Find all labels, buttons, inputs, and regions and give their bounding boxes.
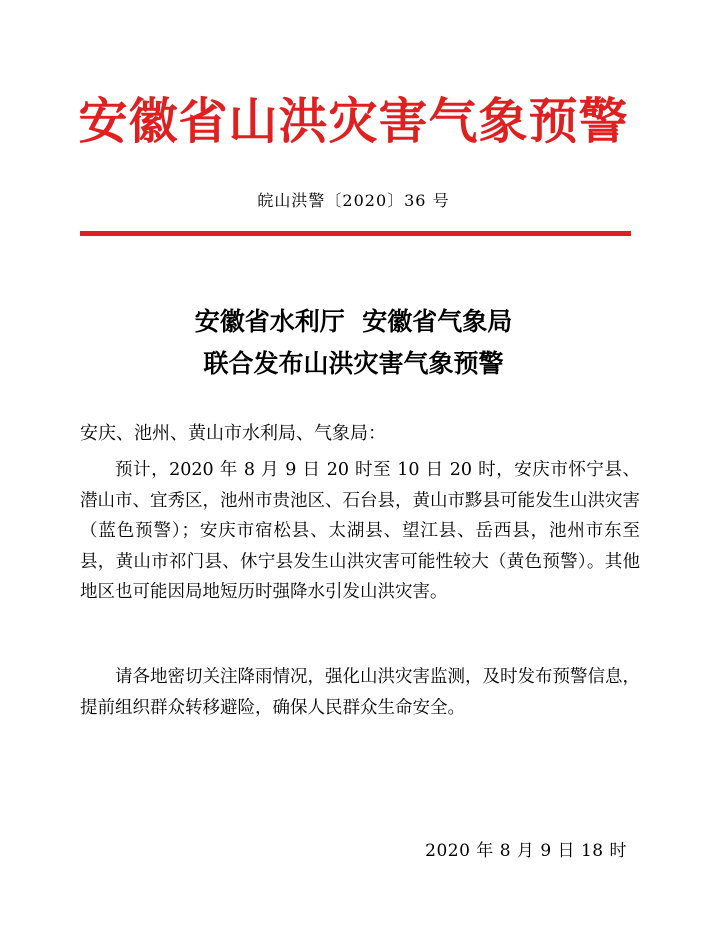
body-paragraph-forecast: 预计，2020 年 8 月 9 日 20 时至 10 日 20 时，安庆市怀宁县、潜山市、宜秀区，池州市贵池区、石台县，黄山市黟县可能发生山洪灾害（蓝色预警）；安庆市宿松县、太湖县、望江县、岳西县，池州市东至县，黄山市祁门县、休宁县发生山洪灾害可能性较大（黄色预警）。其他地区也可能因局地短历时强降水引发山洪灾害。 [80,460,640,602]
heading-issuers: 安徽省水利厅 安徽省气象局 [194,307,513,336]
addressee: 安庆、池州、黄山市水利局、气象局： [80,423,386,444]
document-number: 皖山洪警〔2020〕36 号 [257,191,450,210]
masthead-title: 安徽省山洪灾害气象预警 [78,92,629,150]
body-paragraph-instructions: 请各地密切关注降雨情况，强化山洪灾害监测，及时发布预警信息，提前组织群众转移避险，确保人民群众生命安全。 [80,667,640,718]
heading-subject: 联合发布山洪灾害气象预警 [203,349,504,378]
red-divider-line [80,231,631,236]
signoff-date: 2020 年 8 月 9 日 18 时 [425,841,627,861]
